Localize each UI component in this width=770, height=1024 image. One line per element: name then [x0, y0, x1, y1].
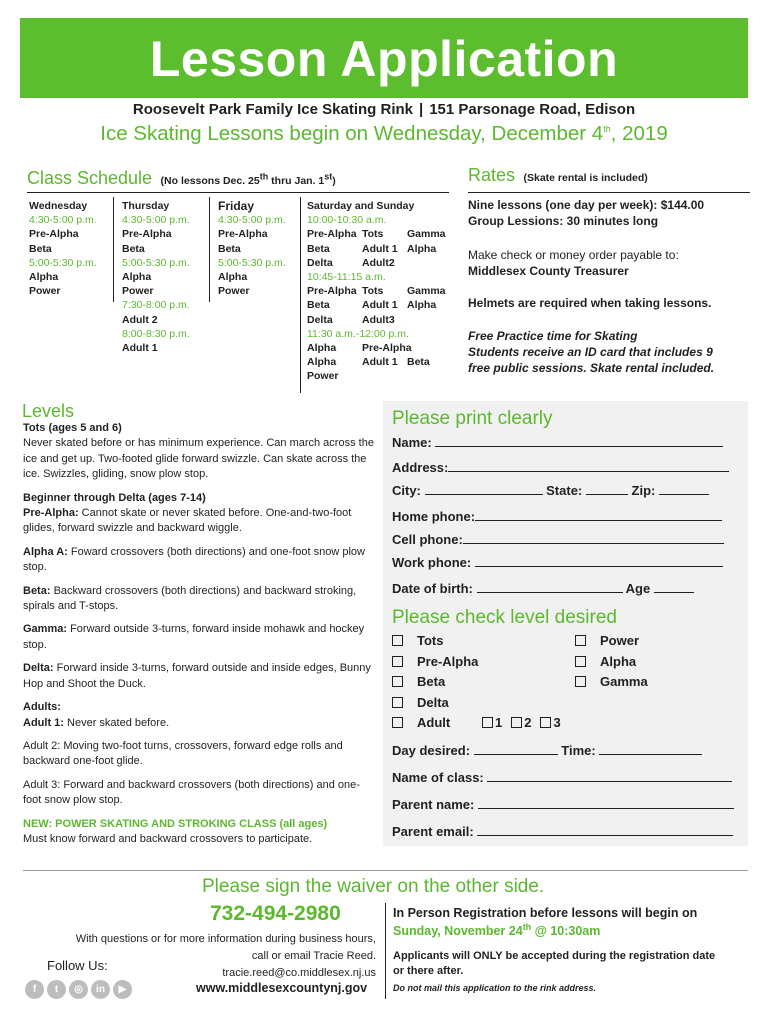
address-label: Address: [392, 460, 449, 475]
headline-year: , 2019 [610, 122, 668, 145]
contact-info [20, 931, 376, 982]
state-label: State: [546, 483, 583, 498]
instagram-icon[interactable]: ◎ [69, 980, 88, 999]
dob-age-field[interactable] [392, 581, 694, 596]
home-phone-label: Home phone: [392, 509, 476, 524]
schedule-heading [27, 168, 336, 189]
schedule-entry: Gamma [407, 228, 446, 241]
time-line[interactable] [599, 743, 702, 755]
schedule-entry: Beta [307, 299, 330, 312]
schedule-title: Class Schedule [27, 168, 153, 188]
schedule-note [160, 171, 336, 187]
work-phone-line[interactable] [475, 555, 723, 567]
parent-email-field[interactable] [392, 824, 733, 839]
level-option[interactable] [575, 654, 648, 675]
parent-name-label: Parent name: [392, 797, 475, 812]
levels-body [23, 421, 378, 855]
level-option-label: Alpha [600, 653, 637, 669]
schedule-entry: Pre-Alpha [362, 341, 412, 354]
youtube-icon[interactable]: ▶ [113, 980, 132, 999]
day-line[interactable] [474, 743, 558, 755]
name-field[interactable] [392, 435, 723, 450]
footer-divider [23, 870, 748, 871]
checkbox[interactable] [482, 717, 493, 728]
address-line[interactable] [448, 460, 729, 472]
gamma-text: Forward outside 3-turns, forward inside mohawk and hockey stop. [23, 623, 365, 651]
power-text: Must know forward and backward crossovers to participate. [23, 832, 313, 845]
day-time-field[interactable] [392, 743, 702, 758]
note-sup: st [324, 171, 333, 182]
day-heading: Friday [218, 199, 255, 213]
schedule-time: 10:45-11:15 a.m. [307, 270, 386, 283]
mail-warning: Do not mail this application to the rink address. [393, 983, 597, 993]
level-option[interactable] [392, 633, 478, 654]
schedule-entry: 8:00-8:30 p.m. [122, 327, 190, 340]
practice-line: free public sessions. Skate rental included. [468, 361, 715, 375]
note-sup: th [259, 171, 269, 182]
level-option[interactable] [575, 633, 648, 654]
note-mid: thru Jan. 1 [268, 175, 325, 187]
column-divider [209, 197, 210, 302]
schedule-entry: Adult 1 [362, 299, 398, 312]
levels-title: Levels [22, 401, 75, 421]
schedule-entry: Beta [307, 242, 330, 255]
registration-note [393, 949, 715, 979]
schedule-row [307, 355, 452, 369]
level-option-label: Adult [417, 715, 451, 730]
schedule-entry: 4:30-5:00 p.m. [218, 214, 286, 227]
cell-phone-field[interactable] [392, 532, 724, 547]
schedule-entry: Delta [307, 256, 333, 269]
work-phone-field[interactable] [392, 555, 723, 570]
schedule-entry: Adult 1 [122, 342, 158, 355]
schedule-row [307, 341, 452, 355]
tots-title: Tots (ages 5 and 6) [23, 422, 122, 434]
beta-text: Backward crossovers (both directions) and backward stroking, spirals and T-stops. [23, 584, 357, 613]
note-post: ) [332, 175, 336, 187]
level-option-label: Beta [417, 674, 446, 689]
social-icons [25, 979, 135, 999]
alpha-text: Foward crossovers (both directions) and one-foot snow plow stop. [23, 545, 365, 574]
schedule-entry: 4:30-5:00 p.m. [122, 214, 190, 227]
adult-option[interactable] [511, 715, 531, 730]
helmet-note: Helmets are required when taking lessons. [468, 296, 712, 310]
day-heading: Wednesday [29, 200, 88, 212]
checkbox[interactable] [392, 697, 403, 708]
name-label: Name: [392, 435, 432, 450]
schedule-entry: Delta [307, 313, 333, 326]
schedule-entry: Beta [218, 242, 241, 255]
rates-title: Rates [468, 165, 516, 185]
schedule-entry: Alpha [407, 299, 437, 312]
registration-line: In Person Registration before lessons will begin on [393, 906, 698, 920]
adult2-text: Adult 2: Moving two-foot turns, crossovers, forward edge rolls and backward one-foot glide. [23, 739, 343, 768]
schedule-entry: Power [218, 285, 250, 298]
checkbox[interactable] [575, 656, 586, 667]
adult1-label: Adult 1: [23, 716, 64, 729]
follow-label: Follow Us: [47, 958, 108, 973]
weekend-column [307, 199, 452, 384]
practice-line: Students receive an ID card that includes 9 [468, 345, 713, 359]
rate-duration: Group Lessions: 30 minutes long [468, 214, 659, 228]
checkbox[interactable] [575, 676, 586, 687]
level-title: Please check level desired [392, 607, 617, 628]
zip-line[interactable] [659, 483, 709, 495]
level-option-label: Tots [417, 633, 444, 648]
level-option-label: Delta [417, 694, 449, 710]
waiver-note: Please sign the waiver on the other side. [202, 876, 545, 897]
adult-option[interactable] [540, 715, 560, 730]
schedule-entry: Gamma [407, 285, 446, 298]
level-option[interactable] [392, 654, 478, 675]
level-option[interactable] [392, 715, 478, 736]
schedule-row [307, 256, 452, 270]
adult-option-label: 2 [524, 715, 532, 730]
parent-email-line[interactable] [477, 824, 733, 836]
schedule-entry: Tots [362, 228, 384, 241]
class-name-field[interactable] [392, 770, 732, 785]
parent-name-line[interactable] [478, 797, 734, 809]
city-label: City: [392, 483, 421, 498]
name-line[interactable] [435, 435, 723, 447]
level-option-label: Pre-Alpha [417, 653, 479, 669]
reg-date-text: Sunday, November 24 [393, 924, 523, 938]
adult3-text: Adult 3: Forward and backward crossovers (both directions) and one-foot snow plow stop. [23, 778, 360, 807]
level-option[interactable] [392, 695, 478, 716]
schedule-entry: Alpha [407, 242, 437, 255]
beginner-title: Beginner through Delta (ages 7-14) [23, 491, 206, 504]
level-option[interactable] [575, 674, 648, 695]
footer-vertical-divider [385, 903, 386, 999]
rates-body [468, 197, 714, 376]
beta-label: Beta: [23, 584, 51, 597]
cell-phone-label: Cell phone: [392, 532, 463, 547]
checkbox[interactable] [540, 717, 551, 728]
schedule-entry: Adult3 [362, 313, 395, 326]
class-name-line[interactable] [487, 770, 732, 782]
friday-column [218, 199, 286, 298]
level-options-right [575, 633, 648, 695]
schedule-entry: Beta [122, 242, 145, 255]
adult-level-options [482, 715, 570, 730]
form-title: Please print clearly [392, 408, 553, 429]
day-heading: Thursday [122, 200, 170, 212]
address-field[interactable] [392, 460, 729, 475]
level-options-left [392, 633, 478, 736]
website-link[interactable]: www.middlesexcountynj.gov [196, 981, 368, 995]
checkbox[interactable] [392, 717, 403, 728]
schedule-entry: 5:00-5:30 p.m. [29, 256, 97, 269]
schedule-entry: Alpha [218, 271, 248, 284]
checkbox[interactable] [575, 635, 586, 646]
adult-option-label: 1 [495, 715, 503, 730]
thursday-column [122, 199, 190, 355]
dob-label: Date of birth: [392, 581, 473, 596]
schedule-entry: Alpha [29, 271, 59, 284]
delta-label: Delta: [23, 662, 54, 675]
state-line[interactable] [586, 483, 628, 495]
schedule-entry: Alpha [307, 356, 337, 369]
adult1-text: Never skated before. [63, 716, 170, 729]
twitter-icon[interactable]: t [47, 980, 66, 999]
schedule-entry: 7:30-8:00 p.m. [122, 299, 190, 312]
city-state-zip-field[interactable] [392, 483, 709, 498]
questions-line: call or email Tracie Reed. [251, 950, 376, 962]
schedule-divider [27, 192, 449, 193]
age-label: Age [625, 581, 651, 596]
power-title: NEW: POWER SKATING AND STROKING CLASS (all ages) [23, 817, 328, 830]
schedule-entry: Beta [29, 242, 52, 255]
schedule-entry: Pre-Alpha [122, 228, 172, 241]
contact-email[interactable]: tracie.reed@co.middlesex.nj.us [222, 967, 376, 979]
prealpha-label: Pre-Alpha: [23, 507, 79, 520]
rate-price: Nine lessons (one day per week): $144.00 [468, 198, 705, 212]
practice-title: Free Practice time for Skating [468, 329, 638, 343]
phone-number: 732-494-2980 [210, 902, 341, 925]
schedule-row [307, 298, 452, 312]
schedule-time: 11:30 a.m.-12:00 p.m. [307, 327, 409, 340]
delta-text: Forward inside 3-turns, forward outside and inside edges, Bunny Hop and Shoot the Duck. [23, 662, 371, 690]
schedule-entry: Pre-Alpha [29, 228, 79, 241]
start-date-headline [20, 122, 748, 146]
rink-name: Roosevelt Park Family Ice Skating Rink [132, 101, 413, 118]
prealpha-text: Cannot skate or never skated before. One-and-two-foot glides, forward swizzle and backward wiggle. [23, 507, 352, 535]
tots-text: Never skated before or has minimum experience. Can march across the ice and get up. Two-footed glide forward swizzle. Can skate across the ice. Swizzles, gliding, snow plow stop. [23, 437, 374, 481]
schedule-time: 10:00-10:30 a.m. [307, 214, 387, 227]
schedule-entry: 5:00-5:30 p.m. [218, 256, 286, 269]
day-heading: Saturday and Sunday [307, 200, 415, 212]
adult-option[interactable] [482, 715, 502, 730]
reg-date-time: @ 10:30am [531, 924, 601, 938]
title-banner [20, 18, 748, 98]
work-phone-label: Work phone: [392, 555, 472, 570]
gamma-label: Gamma: [23, 623, 68, 636]
checkbox[interactable] [392, 676, 403, 687]
cell-phone-line[interactable] [463, 532, 724, 544]
schedule-entry: 4:30-5:00 p.m. [29, 214, 97, 227]
schedule-entry: Adult 1 [362, 356, 398, 369]
level-option-label: Power [600, 633, 640, 648]
linkedin-icon[interactable]: in [91, 980, 110, 999]
page-title: Lesson Application [149, 31, 619, 87]
schedule-row [307, 284, 452, 298]
registration-date [393, 921, 601, 938]
headline-text: Ice Skating Lessons begin on Wednesday, December 4 [100, 122, 604, 145]
time-label: Time: [561, 743, 596, 758]
schedule-entry: Pre-Alpha [218, 228, 268, 241]
schedule-entry: Power [122, 285, 154, 298]
rates-heading [468, 165, 648, 186]
checkbox[interactable] [392, 656, 403, 667]
age-line[interactable] [654, 581, 694, 593]
rink-subtitle [20, 101, 748, 118]
schedule-entry: Tots [362, 285, 384, 298]
parent-name-field[interactable] [392, 797, 734, 812]
class-name-label: Name of class: [392, 770, 484, 785]
schedule-row [307, 369, 452, 383]
checkbox[interactable] [392, 635, 403, 646]
checkbox[interactable] [511, 717, 522, 728]
parent-email-label: Parent email: [392, 824, 474, 839]
city-line[interactable] [425, 483, 543, 495]
schedule-entry: Alpha [122, 271, 152, 284]
schedule-entry: Adult 1 [362, 242, 398, 255]
headline-sup: th [603, 124, 611, 135]
rink-address: 151 Parsonage Road, Edison [429, 101, 636, 118]
reg-date-sup: th [522, 921, 532, 932]
schedule-entry: Alpha [307, 341, 337, 354]
alpha-label: Alpha A: [23, 545, 68, 558]
schedule-entry: Pre-Alpha [307, 285, 357, 298]
rates-note: (Skate rental is included) [523, 172, 648, 184]
zip-label: Zip: [631, 483, 656, 498]
note-pre: (No lessons Dec. 25 [160, 175, 260, 187]
column-divider [300, 197, 301, 393]
adult-option-label: 3 [553, 715, 561, 730]
reg-note-line: or there after. [393, 965, 464, 977]
adults-title: Adults: [23, 701, 61, 714]
home-phone-field[interactable] [392, 509, 722, 524]
questions-line: With questions or for more information during business hours, [75, 933, 376, 945]
schedule-entry: Power [29, 285, 61, 298]
schedule-entry: Beta [407, 356, 430, 369]
reg-note-line: Applicants will ONLY be accepted during the registration date [393, 950, 716, 962]
rates-divider [468, 192, 750, 193]
level-option-label: Gamma [600, 674, 648, 689]
level-option[interactable] [392, 674, 478, 695]
day-label: Day desired: [392, 743, 471, 758]
facebook-icon[interactable]: f [25, 980, 44, 999]
schedule-row [307, 313, 452, 327]
schedule-entry: Power [307, 370, 339, 383]
payable-note: Make check or money order payable to: [468, 248, 679, 262]
home-phone-line[interactable] [475, 509, 722, 521]
schedule-entry: 5:00-5:30 p.m. [122, 256, 190, 269]
schedule-entry: Adult2 [362, 256, 395, 269]
schedule-row [307, 242, 452, 256]
wednesday-column [29, 199, 97, 298]
dob-line[interactable] [477, 581, 623, 593]
column-divider [113, 197, 114, 302]
schedule-entry: Adult 2 [122, 313, 158, 326]
payee: Middlesex County Treasurer [468, 264, 629, 278]
schedule-entry: Pre-Alpha [307, 228, 357, 241]
separator: | [419, 101, 424, 118]
schedule-row [307, 227, 452, 241]
